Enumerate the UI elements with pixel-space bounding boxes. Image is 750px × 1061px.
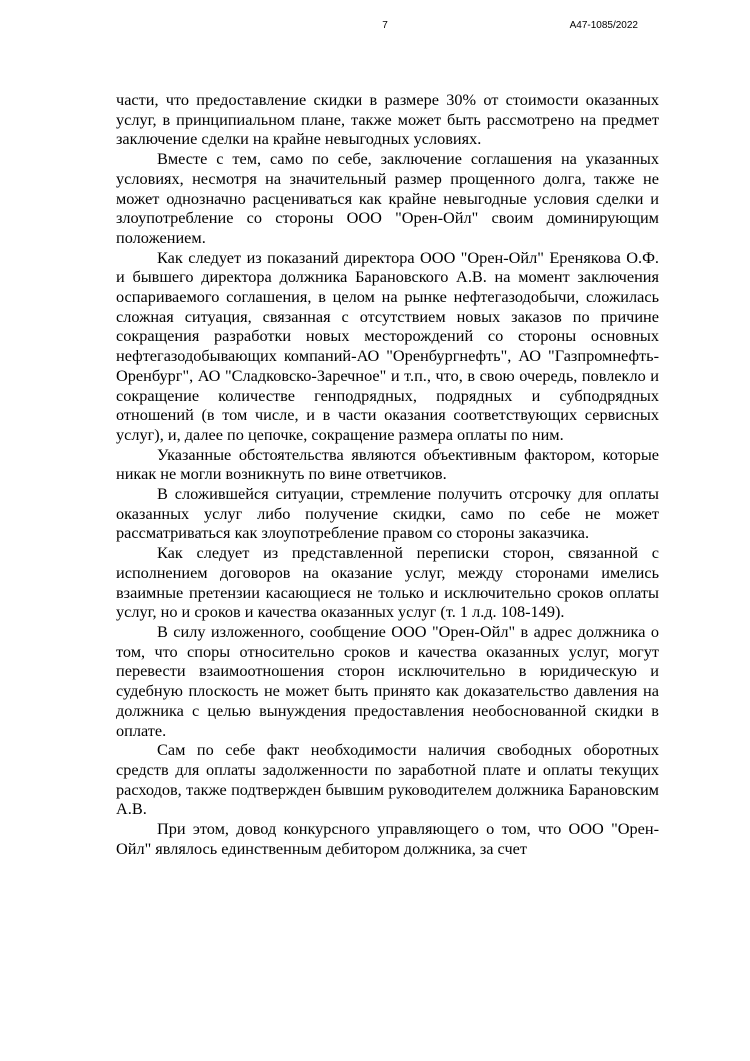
document-body bbox=[116, 90, 659, 858]
paragraph-9: При этом, довод конкурсного управляющего о том, что ООО "Орен-Ойл" являлось единственным дебитором должника, за счет bbox=[116, 819, 659, 858]
paragraph-4: Указанные обстоятельства являются объективным фактором, которые никак не могли возникнуть по вине ответчиков. bbox=[116, 444, 659, 484]
paragraph-5: В сложившейся ситуации, стремление получить отсрочку для оплаты оказанных услуг либо получение скидки, само по себе не может рассматриваться как злоупотребление правом со стороны заказчика. bbox=[116, 484, 659, 543]
page-number: 7 bbox=[382, 20, 388, 31]
paragraph-2: Вместе с тем, само по себе, заключение соглашения на указанных условиях, несмотря на значительный размер прощенного долга, также не может однозначно расцениваться как крайне невыгодные условия сделки и злоупотребление со стороны ООО "Орен-Ойл" своим доминирующим положением. bbox=[116, 149, 659, 247]
paragraph-7: В силу изложенного, сообщение ООО "Орен-Ойл" в адрес должника о том, что споры относительно сроков и качества оказанных услуг, могут перевести взаимоотношения сторон исключительно в юридическую и судебную плоскость не может быть принято как доказательство давления на должника с целью вынуждения предоставления необоснованной скидки в оплате. bbox=[116, 621, 659, 740]
paragraph-6: Как следует из представленной переписки сторон, связанной с исполнением договоров на оказание услуг, между сторонами имелись взаимные претензии касающиеся не только и исключительно сроков оплаты услуг, но и сроков и качества оказанных услуг (т. 1 л.д. 108-149). bbox=[116, 543, 659, 622]
case-number: А47-1085/2022 bbox=[569, 20, 638, 31]
paragraph-1: части, что предоставление скидки в размере 30% от стоимости оказанных услуг, в принципиальном плане, также может быть рассмотрено на предмет заключение сделки на крайне невыгодных условиях. bbox=[116, 90, 659, 149]
paragraph-8: Сам по себе факт необходимости наличия свободных оборотных средств для оплаты задолженности по заработной плате и оплаты текущих расходов, также подтвержден бывшим руководителем должника Барановским А.В. bbox=[116, 740, 659, 819]
paragraph-3: Как следует из показаний директора ООО "Орен-Ойл" Еренякова О.Ф. и бывшего директора должника Барановского А.В. на момент заключения оспариваемого соглашения, в целом на рынке нефтегазодобычи, сложилась сложная ситуация, связанная с отсутствием новых заказов по причине сокращения разработки новых месторождений со стороны основных нефтегазодобывающих компаний-АО "Оренбургнефть", АО "Газпромнефть-Оренбург", АО "Сладковско-Заречное" и т.п., что, в свою очередь, повлекло и сокращение количестве генподрядных, подрядных и субподрядных отношений (в том числе, и в части оказания соответствующих сервисных услуг), и, далее по цепочке, сокращение размера оплаты по ним. bbox=[116, 247, 659, 444]
